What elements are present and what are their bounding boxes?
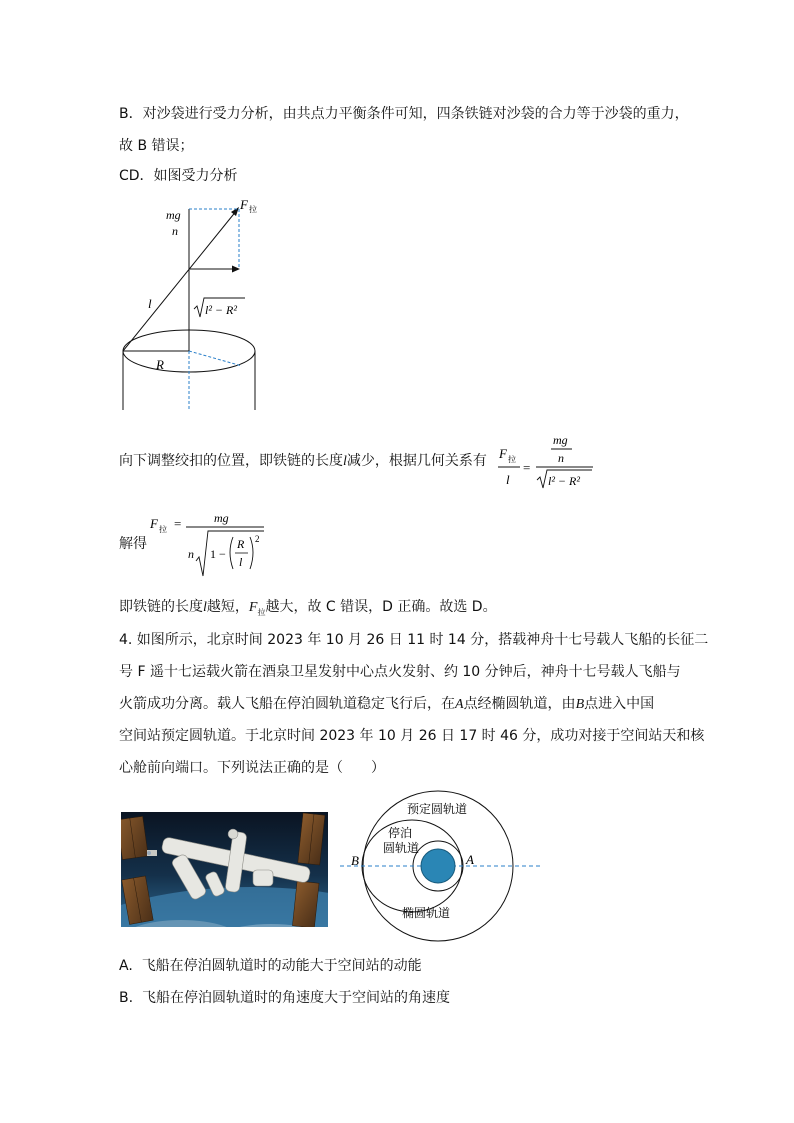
option-a-letter: A.	[119, 958, 133, 974]
eq2-n: n	[188, 547, 194, 561]
eq1-F-sub: 拉	[508, 455, 516, 464]
q4-line4: 空间站预定圆轨道。于北京时间 2023 年 10 月 26 日 17 时 46 分，成功对接于空间站天和核	[119, 728, 705, 744]
eq2-F: F	[150, 516, 158, 531]
space-station-photo	[121, 812, 328, 927]
q4-line3-B: B	[575, 697, 585, 712]
fig1-F-label: F	[240, 197, 248, 212]
radius-dashed-line	[189, 351, 242, 366]
conclusion-t2: 越短，	[206, 599, 249, 615]
adjust-equation	[496, 430, 601, 492]
para-adjust-text: 向下调整绞扣的位置，即铁链的长度	[119, 453, 343, 469]
q4-line3	[119, 694, 654, 715]
solve-equation	[148, 506, 272, 578]
para-b-line2: 故 B 错误；	[119, 138, 194, 154]
eq2-right-paren	[250, 537, 253, 569]
conclusion-F-sub: 拉	[257, 607, 266, 617]
option-b-text: 飞船在停泊圆轨道时的角速度大于空间站的角速度	[141, 990, 450, 1006]
para-adjust-text2: 减少，根据几何关系有	[346, 453, 487, 469]
q4-line3-text-b: 点经椭圆轨道，由	[463, 696, 576, 712]
fig2-parking-label-2: 圆轨道	[383, 841, 420, 855]
q4-line1: 4. 如图所示，北京时间 2023 年 10 月 26 日 11 时 14 分，搭载神舟十七号载人飞船的长征二	[119, 632, 709, 648]
fig2-preset-label: 预定圆轨道	[407, 802, 468, 816]
fig2-ellipse-label: 椭圆轨道	[402, 906, 451, 920]
para-cd-heading: CD．如图受力分析	[119, 168, 238, 184]
q4-line3-text-c: 点进入中国	[584, 696, 655, 712]
eq1-equals: =	[523, 460, 531, 475]
conclusion-t1: 即铁链的长度	[119, 599, 203, 615]
para-solve-label: 解得	[119, 536, 147, 552]
eq1-n: n	[558, 451, 564, 465]
fig1-R-label: R	[156, 357, 164, 372]
q4-line3-A: A	[455, 697, 464, 712]
fig1-sqrt-expr: l² − R²	[205, 303, 237, 317]
para-adjust-var-l: l	[343, 454, 347, 469]
option-a	[119, 956, 422, 976]
fig1-n-label: n	[172, 224, 178, 238]
eq1-mg: mg	[553, 433, 568, 447]
option-b-letter: B.	[119, 990, 134, 1006]
fig2-parking-label-1: 停泊	[388, 826, 413, 840]
q4-line2: 号 F 遥十七运载火箭在酒泉卫星发射中心点火发射、约 10 分钟后，神舟十七号载人飞船与	[119, 664, 681, 680]
fig1-F-sub: 拉	[249, 205, 257, 214]
eq2-F-sub: 拉	[159, 525, 167, 534]
para-conclusion	[119, 597, 497, 623]
eq2-R: R	[237, 537, 245, 551]
q4-line5: 心舱前向端口。下列说法正确的是（ ）	[119, 760, 385, 776]
conclusion-F: F	[248, 600, 258, 615]
option-a-text: 飞船在停泊圆轨道时的动能大于空间站的动能	[141, 958, 422, 974]
eq2-one-minus: 1 −	[210, 547, 226, 561]
fig2-B-label: B	[351, 853, 359, 868]
force-diagram	[110, 190, 270, 415]
option-b	[119, 988, 450, 1008]
para-adjust	[119, 451, 487, 472]
eq2-equals: =	[174, 516, 182, 531]
eq2-l: l	[239, 555, 243, 569]
eq2-mg: mg	[214, 511, 229, 525]
fig1-mg-label: mg	[166, 208, 181, 222]
conclusion-var-l: l	[203, 600, 207, 615]
para-b-line1: B．对沙袋进行受力分析，由共点力平衡条件可知，四条铁链对沙袋的合力等于沙袋的重力，	[119, 106, 689, 122]
q4-line3-text: 火箭成功分离。载人飞船在停泊圆轨道稳定飞行后，在	[119, 696, 455, 712]
orbit-diagram	[340, 790, 545, 945]
eq1-l: l	[506, 472, 510, 487]
tension-arrowhead	[231, 207, 239, 216]
conclusion-t3: 越大，故 C 错误，D 正确。故选 D。	[265, 599, 497, 615]
eq1-sqrt-expr: l² − R²	[548, 474, 580, 488]
fig2-A-label: A	[466, 852, 474, 867]
earth-icon	[421, 849, 455, 883]
eq2-left-paren	[230, 537, 233, 569]
space-station-illustration	[121, 812, 328, 927]
eq2-exponent: 2	[255, 534, 260, 544]
eq1-F: F	[499, 446, 507, 461]
fig1-l-label: l	[148, 296, 152, 311]
